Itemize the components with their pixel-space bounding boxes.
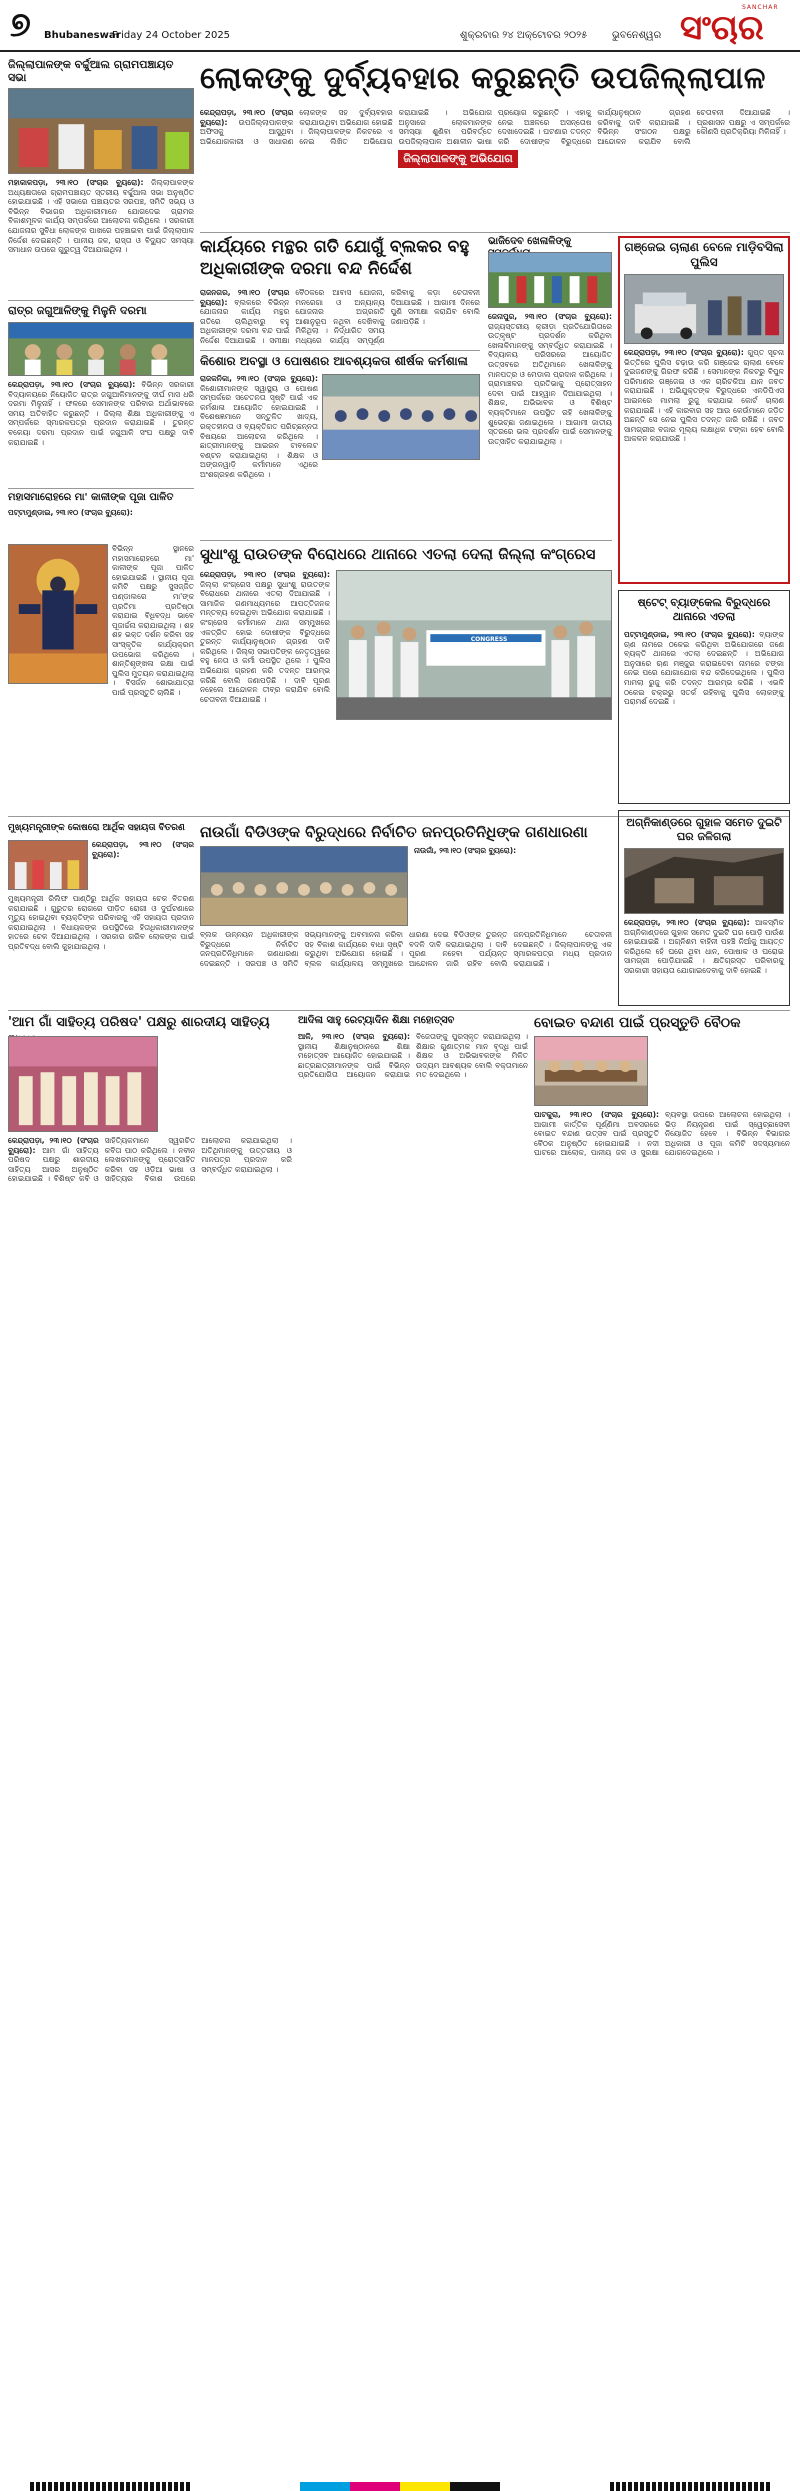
story-5-dateline: ଜେନାପୁର, ୨୩।୧୦ (ସଂଚାର ବ୍ୟୁରୋ): (488, 312, 612, 321)
story-9-body (624, 630, 784, 800)
cmyk-strip (300, 2482, 500, 2491)
story-10-text: ଆକସ୍ମିକ ଅଗ୍ନିକାଣ୍ଡରେ ଗୁହାଳ ସମେତ ଦୁଇଟି ଘର ପୋଡ଼ି ପାଉଁଶ ହୋଇଯାଇଛି । ଅଗ୍ନିଶମ ବାହିନୀ ପହଞ୍ଚି ନିଆଁକୁ ଆୟତ୍ତ କରିଥିଲେ ହେଁ ଘରେ ଥିବା ଧାନ, ପୋଷାକ ଓ ଘରୋଇ ସାମଗ୍ରୀ ପୋଡ଼ିଯାଇଛି । କ୍ଷତିଗ୍ରସ୍ତ ପରିବାରକୁ ସରକାରୀ ସହାୟତା ଯୋଗାଇଦେବାକୁ ଦାବି ହୋଇଛି । (624, 918, 784, 975)
story-5-body (488, 312, 612, 542)
story-12-headline: ନାଉଗାଁ ବିଡିଓଙ୍କ ବିରୁଦ୍ଧରେ ନିର୍ବାଚିତ ଜନପ୍ରତିନିଧିଙ୍କ ଗଣଧାରଣା (200, 823, 588, 841)
story-1-dateline: ମହାକାଳପଡ଼ା, ୨୩।୧୦ (ସଂଚାର ବ୍ୟୁରୋ): (8, 178, 144, 187)
logo-tagline: SANCHAR (742, 4, 779, 11)
page-number: ୭ (10, 5, 31, 45)
story-7-headline: ଗଞ୍ଜେଇ ଚାଲାଣ ବେଳେ ମାଡ଼ିବସିଲା ପୁଲିସ (624, 240, 784, 269)
registration-strip-left (30, 2482, 190, 2491)
story-8-body (200, 570, 330, 810)
story-5-photo (488, 252, 612, 308)
divider (8, 488, 194, 489)
masthead (0, 0, 800, 52)
edition-city-odia: ଭୁବନେଶ୍ୱର (612, 30, 662, 41)
story-13-text: ଆମ ଗାଁ ସାହିତ୍ୟ ପରିଷଦ ପକ୍ଷରୁ ଶାରଦୀୟ ସାହିତ୍ୟ ଆସର ଅନୁଷ୍ଠିତ ହୋଇଯାଇଛି । ବିଶିଷ୍ଟ କବି ଓ ସାହିତ୍ୟିକମାନେ ସ୍ୱରଚିତ କବିତା ପାଠ କରିଥିଲେ । ନବୀନ ଲେଖକମାନଙ୍କୁ ପ୍ରୋତ୍ସାହିତ କରିବା ସହ ଓଡ଼ିଆ ଭାଷା ଓ ସାହିତ୍ୟର ବିକାଶ ଉପରେ ଆଲୋଚନା କରାଯାଇଥିଲା । ଅତିଥିମାନଙ୍କୁ ଉତ୍ତରୀୟ ଓ ମାନପତ୍ର ପ୍ରଦାନ କରି ସମ୍ବର୍ଦ୍ଧିତ କରାଯାଇଥିଲା । (8, 1136, 292, 1184)
story-2-headline: ରାତ୍ର ଜଗୁଆଳିଙ୍କୁ ମିଳୁନି ଦରମା (8, 304, 147, 317)
story-4-headline: କାର୍ଯ୍ୟରେ ମନ୍ଥର ଗତି ଯୋଗୁଁ ବ୍ଲକର ବହୁ ଅଧିକାରୀଙ୍କ ଦରମା ବନ୍ଦ ନିର୍ଦ୍ଦେଶ (200, 237, 470, 279)
newspaper-logo: ସଂଚାର (680, 8, 764, 48)
story-8-headline: ସୁଧାଂଶୁ ରାଉତଙ୍କ ବିରୋଧରେ ଥାନାରେ ଏତଲା ଦେଲା ଜିଲ୍ଲା କଂଗ୍ରେସ (200, 545, 596, 563)
story-12-body-top (414, 846, 612, 926)
story-7-dateline: କେନ୍ଦ୍ରାପଡ଼ା, ୨୩।୧୦ (ସଂଚାର ବ୍ୟୁରୋ): (624, 348, 744, 357)
story-14-headline: ଆଦିଳା ସାହୁ ରେଟ୍ୟାଦିନ ଶିକ୍ଷା ମହୋତ୍ସବ (298, 1015, 455, 1026)
story-15-dateline: ପାଟକୁରା, ୨୩।୧୦ (ସଂଚାର ବ୍ୟୁରୋ): (534, 1110, 659, 1119)
story-8-dateline: କେନ୍ଦ୍ରାପଡ଼ା, ୨୩।୧୦ (ସଂଚାର ବ୍ୟୁରୋ): (200, 570, 330, 579)
story-7-photo (624, 274, 784, 344)
story-14-dateline: ଆଳି, ୨୩।୧୦ (ସଂଚାର ବ୍ୟୁରୋ): (298, 1032, 410, 1041)
story-8-body-cont (336, 724, 612, 810)
story-10-headline: ଅଗ୍ନିକାଣ୍ଡରେ ଗୁହାଳ ସମେତ ଦୁଇଟି ଘର ଜଳିଗଲା (626, 816, 782, 843)
story-6-body (200, 374, 318, 534)
story-3-dateline: ପଟ୍ଟାମୁଣ୍ଡାଇ, ୨୩।୧୦ (ସଂଚାର ବ୍ୟୁରୋ): (8, 508, 133, 517)
story-3-photo (8, 544, 108, 684)
story-13-body (8, 1136, 292, 1232)
story-3-body-top (8, 508, 194, 542)
story-15-photo (534, 1036, 648, 1106)
story-6-dateline: ରାଜକନିକା, ୨୩।୧୦ (ସଂଚାର ବ୍ୟୁରୋ): (200, 374, 318, 383)
story-11-dateline: କେନ୍ଦ୍ରାପଡ଼ା, ୨୩।୧୦ (ସଂଚାର ବ୍ୟୁରୋ): (92, 840, 194, 859)
story-1-photo (8, 88, 194, 174)
story-8-photo (336, 570, 612, 720)
story-8-banner-text: CONGRESS (470, 636, 508, 643)
story-15-headline: ବୋଇତ ବନ୍ଦାଣ ପାଇଁ ପ୍ରସ୍ତୁତି ବୈଠକ (534, 1015, 741, 1031)
story-6-headline: କିଶୋର ଅବସ୍ଥା ଓ ପୋଷଣର ଆବଶ୍ୟକତା ଶୀର୍ଷକ କର୍ମଶାଳା (200, 354, 468, 368)
story-12-dateline: ନାଉଗାଁ, ୨୩।୧୦ (ସଂଚାର ବ୍ୟୁରୋ): (414, 846, 517, 855)
story-13-headline: 'ଆମ ଗାଁ ସାହିତ୍ୟ ପରିଷଦ' ପକ୍ଷରୁ ଶାରଦୀୟ ସାହିତ୍ୟ (8, 1015, 270, 1030)
story-10-body (624, 918, 784, 1002)
story-2-body (8, 380, 194, 484)
story-4-dateline: ରାଜନଗର, ୨୩।୧୦ (ସଂଚାର ବ୍ୟୁରୋ): (200, 288, 290, 307)
edition-date-odia: ଶୁକ୍ରବାର ୨୪ ଅକ୍ଟୋବର ୨୦୨୫ (460, 30, 588, 41)
story-5-text: ରାଜ୍ୟସ୍ତରୀୟ କ୍ରୀଡ଼ା ପ୍ରତିଯୋଗିତାରେ ଉତ୍କୃଷ୍ଟ ପ୍ରଦର୍ଶନ କରିଥିବା ଖେଳାଳିମାନଙ୍କୁ ସମ୍ବର୍ଦ୍ଧିତ କରାଯାଇଛି । ବିଦ୍ୟାଳୟ ପରିସରରେ ଆୟୋଜିତ ଉତ୍ସବରେ ଅତିଥିମାନେ ଖେଳାଳିଙ୍କୁ ମାନପତ୍ର ଓ ମେଡାଲ ପ୍ରଦାନ କରିଥିଲେ । ଗ୍ରାମାଞ୍ଚଳର ପ୍ରତିଭାକୁ ପ୍ରୋତ୍ସାହନ ଦେବା ପାଇଁ ଆହ୍ୱାନ ଦିଆଯାଇଥିଲା । ଶିକ୍ଷକ, ଅଭିଭାବକ ଓ ବିଶିଷ୍ଟ ବ୍ୟକ୍ତିମାନେ ଉପସ୍ଥିତ ରହି ଖେଳାଳିଙ୍କୁ ଶୁଭେଚ୍ଛା ଜଣାଇଥିଲେ । ଆଗାମୀ ଜାତୀୟ ସ୍ତରରେ ଭଲ ପ୍ରଦର୍ଶନ ପାଇଁ ସେମାନଙ୍କୁ ଉତ୍ସାହିତ କରାଯାଇଥିଲା । (488, 321, 612, 446)
divider (200, 232, 790, 233)
story-14-text: ସ୍ଥାନୀୟ ଶିକ୍ଷାନୁଷ୍ଠାନରେ ଶିକ୍ଷା ମହୋତ୍ସବ ଆୟୋଜିତ ହୋଇଯାଇଛି । ଛାତ୍ରଛାତ୍ରୀମାନଙ୍କ ପାଇଁ ବିଭିନ୍ନ ପ୍ରତିଯୋଗିତା ଆୟୋଜନ କରାଯାଇ ବିଜେତାଙ୍କୁ ପୁରସ୍କୃତ କରାଯାଇଥିଲା । ଶିକ୍ଷାର ଗୁଣାତ୍ମକ ମାନ ବୃଦ୍ଧି ପାଇଁ ଶିକ୍ଷକ ଓ ଅଭିଭାବକଙ୍କ ମିଳିତ ଉଦ୍ୟମ ଆବଶ୍ୟକ ବୋଲି ବକ୍ତାମାନେ ମତ ଦେଇଥିଲେ । (298, 1032, 528, 1080)
story-2-dateline: କେନ୍ଦ୍ରାପଡ଼ା, ୨୩।୧୦ (ସଂଚାର ବ୍ୟୁରୋ): (8, 380, 136, 389)
story-12-photo (200, 846, 408, 926)
story-8-text: ଜିଲ୍ଲା କଂଗ୍ରେସ ପକ୍ଷରୁ ସୁଧାଂଶୁ ରାଉତଙ୍କ ବିରୋଧରେ ଥାନାରେ ଏତଲା ଦିଆଯାଇଛି । ସାମାଜିକ ଗଣମାଧ୍ୟମରେ ଆପତ୍ତିଜନକ ମନ୍ତବ୍ୟ ଦେଇଥିବା ଅଭିଯୋଗ କରାଯାଇଛି । କଂଗ୍ରେସ କର୍ମୀମାନେ ଥାନା ସମ୍ମୁଖରେ ଏକତ୍ରିତ ହୋଇ ଦୋଷୀଙ୍କ ବିରୁଦ୍ଧରେ ତୁରନ୍ତ କାର୍ଯ୍ୟାନୁଷ୍ଠାନ ଗ୍ରହଣ ଦାବି କରିଥିଲେ । ଜିଲ୍ଲା ସଭାପତିଙ୍କ ନେତୃତ୍ୱରେ ବହୁ ନେତା ଓ କର୍ମୀ ଉପସ୍ଥିତ ଥିଲେ । ପୁଲିସ ଅଭିଯୋଗ ଗ୍ରହଣ କରି ତଦନ୍ତ ଆରମ୍ଭ କରିଛି ବୋଲି ଜଣାପଡ଼ିଛି । ଦାବି ପୂରଣ ନହେଲେ ଆନ୍ଦୋଳନ ତୀବ୍ର କରାଯିବ ବୋଲି ଚେତାବନୀ ଦିଆଯାଇଛି । (200, 579, 330, 704)
story-1-body (8, 178, 194, 296)
story-11-dateline-block (92, 840, 194, 890)
story-15-text: ଆଗାମୀ କାର୍ତ୍ତିକ ପୂର୍ଣ୍ଣିମା ଅବସରରେ ବୋଇତ ବନ୍ଦାଣ ଉତ୍ସବ ପାଇଁ ପ୍ରସ୍ତୁତି ବୈଠକ ଅନୁଷ୍ଠିତ ହୋଇଯାଇଛି । ନଦୀ ଘାଟରେ ଆଲୋକ, ପାନୀୟ ଜଳ ଓ ସୁରକ୍ଷା ବ୍ୟବସ୍ଥା ଉପରେ ଆଲୋଚନା ହୋଇଥିଲା । ଭିଡ଼ ନିୟନ୍ତ୍ରଣ ପାଇଁ ସ୍ୱେଚ୍ଛାସେବୀ ନିୟୋଜିତ ହେବେ । ବିଭିନ୍ନ ବିଭାଗର ଅଧିକାରୀ ଓ ପୂଜା କମିଟି ସଦସ୍ୟମାନେ ଯୋଗଦେଇଥିଲେ । (534, 1110, 790, 1158)
story-4-text: ବ୍ଲକରେ ବିଭିନ୍ନ ଯୋଜନାର କାର୍ଯ୍ୟ ମନ୍ଥର ଗତିରେ ଚାଲିଥିବାରୁ ବହୁ ଅଧିକାରୀଙ୍କ ଦରମା ବନ୍ଦ ପାଇଁ ନିର୍ଦ୍ଦେଶ ଦିଆଯାଇଛି । ସମୀକ୍ଷା ବୈଠକରେ ଆବାସ ଯୋଜନା, ମନରେଗା ଓ ଅନ୍ୟାନ୍ୟ ଯୋଜନାର ଅଗ୍ରଗତି ଆଶାନୁରୂପ ନଥିବା ଦେଖିବାକୁ ମିଳିଥିଲା । ନିର୍ଦ୍ଧାରିତ ସମୟ ମଧ୍ୟରେ କାର୍ଯ୍ୟ ସମ୍ପୂର୍ଣ୍ଣ କରିବାକୁ କଡ଼ା ଚେତାବନୀ ଦିଆଯାଇଛି । ଆଗାମୀ ଦିନରେ ପୁଣି ସମୀକ୍ଷା କରାଯିବ ବୋଲି ଜଣାପଡ଼ିଛି । (200, 288, 480, 345)
story-10-photo (624, 848, 784, 914)
story-13-dateline: କେନ୍ଦ୍ରାପଡ଼ା, ୨୩।୧୦ (ସଂଚାର ବ୍ୟୁରୋ): (8, 1136, 99, 1155)
story-11-body: ମୁଖ୍ୟମନ୍ତ୍ରୀ ରିଲିଫ ପାଣ୍ଠିରୁ ଆର୍ଥିକ ସହାୟତା ଚେକ ବିତରଣ କରାଯାଇଛି । ଗୁରୁତର ରୋଗରେ ପୀଡ଼ିତ ରୋଗୀ ଓ ଦୁର୍ଘଟଣାରେ ମୃତ୍ୟୁ ହୋଇଥିବା ବ୍ୟକ୍ତିଙ୍କ ପରିବାରକୁ ଏହି ସହାୟତା ପ୍ରଦାନ କରାଯାଇଥିଲା । ବିଧାୟକଙ୍କ ଉପସ୍ଥିତିରେ ହିତାଧିକାରୀମାନଙ୍କ ହାତରେ ଚେକ ଦିଆଯାଇଥିଲା । ସରକାର ଗରିବ ଲୋକଙ୍କ ପାଇଁ ପ୍ରତିବଦ୍ଧ ବୋଲି କୁହାଯାଇଥିଲା । (8, 894, 194, 951)
story-9-headline: ଷ୍ଟେଟ୍ ବ୍ୟାଙ୍କେଲ ବିରୁଦ୍ଧରେ ଥାନାରେ ଏତଲା (637, 596, 771, 623)
story-7-body (624, 348, 784, 580)
divider (200, 350, 480, 351)
story-1-headline: ଜିଲ୍ଲାପାଳଙ୍କ ବର୍ଚ୍ଚୁଆଲ ଗ୍ରାମପଞ୍ଚାୟତ ସଭା (8, 58, 174, 84)
story-11-photo (8, 840, 88, 890)
story-10-dateline: କେନ୍ଦ୍ରାପଡ଼ା, ୨୩।୧୦ (ସଂଚାର ବ୍ୟୁରୋ): (624, 918, 750, 927)
registration-strip-right (610, 2482, 770, 2491)
story-2-text: ବିଭିନ୍ନ ସରକାରୀ ବିଦ୍ୟାଳୟରେ ନିୟୋଜିତ ରାତ୍ର ଜଗୁଆଳିମାନଙ୍କୁ ଦୀର୍ଘ ମାସ ଧରି ଦରମା ମିଳୁନାହିଁ । ଫଳରେ ସେମାନଙ୍କ ପରିବାର ଅର୍ଥାଭାବରେ ସମୟ ଅତିବାହିତ କରୁଛନ୍ତି । ଜିଲ୍ଲା ଶିକ୍ଷା ଅଧିକାରୀଙ୍କୁ ଏ ସମ୍ପର୍କରେ ସ୍ମାରକପତ୍ର ପ୍ରଦାନ କରାଯାଇଛି । ତୁରନ୍ତ ବକେୟା ଦରମା ପ୍ରଦାନ ପାଇଁ ଜଗୁଆଳି ସଂଘ ପକ୍ଷରୁ ଦାବି କରାଯାଇଛି । (8, 380, 194, 447)
story-3-headline: ମହାସମାରୋହରେ ମା' କାଳୀଙ୍କ ପୂଜା ପାଳିତ (8, 492, 174, 503)
story-2-photo (8, 322, 194, 376)
story-6-text: କିଶୋରୀମାନଙ୍କ ସ୍ୱାସ୍ଥ୍ୟ ଓ ପୋଷଣ ସମ୍ପର୍କରେ ସଚେତନତା ସୃଷ୍ଟି ପାଇଁ ଏକ କର୍ମଶାଳା ଆୟୋଜିତ ହୋଇଯାଇଛି । ବିଶେଷଜ୍ଞମାନେ ସନ୍ତୁଳିତ ଖାଦ୍ୟ, ରକ୍ତହୀନତା ଓ ବ୍ୟକ୍ତିଗତ ପରିଚ୍ଛନ୍ନତା ବିଷୟରେ ଆଲୋଚନା କରିଥିଲେ । ଛାତ୍ରୀମାନଙ୍କୁ ଆଇରନ ଟାବଲେଟ ବଣ୍ଟନ କରାଯାଇଥିଲା । ଶିକ୍ଷକ ଓ ଅଙ୍ଗନୱାଡ଼ି କର୍ମୀମାନେ ଏଥିରେ ଅଂଶଗ୍ରହଣ କରିଥିଲେ । (200, 383, 318, 479)
story-11-headline: ମୁଖ୍ୟମନ୍ତ୍ରୀଙ୍କ କୋଷରୋ ଆର୍ଥିକ ସହାୟତା ବିତରଣ (8, 823, 185, 833)
lead-tag: ଜିଲ୍ଲାପାଳଙ୍କୁ ଅଭିଯୋଗ (398, 150, 518, 168)
story-15-body (534, 1110, 790, 1232)
lead-headline: ଲୋକଙ୍କୁ ଦୁର୍ବ୍ୟବହାର କରୁଛନ୍ତି ଉପଜିଲ୍ଲାପାଳ (200, 61, 766, 96)
lead-body (200, 108, 790, 228)
edition-city: Bhubaneswar (44, 30, 121, 41)
edition-date: Friday 24 October 2025 (112, 30, 231, 41)
divider (200, 540, 612, 541)
story-9-text: ବ୍ୟାଙ୍କ ଋଣ ନାମରେ ଠକେଇ କରିଥିବା ଅଭିଯୋଗରେ ଜଣେ ବ୍ୟକ୍ତି ଥାନାରେ ଏତଲା ଦେଇଛନ୍ତି । ଅଭିଯୋଗ ଅନୁସାରେ ଋଣ ମଞ୍ଜୁର କରାଇଦେବା ନାମରେ ଟଙ୍କା ନେଇ ପରେ ଯୋଗାଯୋଗ ବନ୍ଦ କରିଦେଇଥିଲେ । ପୁଲିସ ମାମଲା ରୁଜୁ କରି ତଦନ୍ତ ଆରମ୍ଭ କରିଛି । ଏଭଳି ଠକେଇ ଚକ୍ରରୁ ସତର୍କ ରହିବାକୁ ପୁଲିସ ଲୋକଙ୍କୁ ପରାମର୍ଶ ଦେଇଛି । (624, 630, 784, 707)
story-9-dateline: ପଟ୍ଟାମୁଣ୍ଡାଇ, ୨୩।୧୦ (ସଂଚାର ବ୍ୟୁରୋ): (624, 630, 755, 639)
story-7-text: ଗୁପ୍ତ ସୂଚନା ଭିତ୍ତିରେ ପୁଲିସ ଚଢ଼ାଉ କରି ଗଞ୍ଜେଇ ଚାଲାଣ ବେଳେ ଦୁଇଜଣଙ୍କୁ ଗିରଫ କରିଛି । ସେମାନଙ୍କ ନିକଟରୁ ବିପୁଳ ପରିମାଣର ଗଞ୍ଜେଇ ଓ ଏକ ଚାରିଚକିଆ ଯାନ ଜବତ କରାଯାଇଛି । ଅଭିଯୁକ୍ତଙ୍କ ବିରୁଦ୍ଧରେ ଏନଡିପିଏସ ଆଇନରେ ମାମଲା ରୁଜୁ କରାଯାଇ କୋର୍ଟ ଚାଲାଣ କରାଯାଇଛି । ଏହି କାରବାର ସହ ଆଉ କେଉଁମାନେ ଜଡ଼ିତ ଅଛନ୍ତି ସେ ନେଇ ପୁଲିସ ତଦନ୍ତ ଜାରି ରଖିଛି । ଜବତ ସାମଗ୍ରୀର ବଜାର ମୂଲ୍ୟ ଲକ୍ଷାଧିକ ଟଙ୍କା ହେବ ବୋଲି ଆକଳନ କରାଯାଉଛି । (624, 348, 785, 444)
story-12-body: ବ୍ଲକ ଉନ୍ନୟନ ଅଧିକାରୀଙ୍କ ବିରୁଦ୍ଧରେ ନିର୍ବାଚିତ ଜନପ୍ରତିନିଧିମାନେ ଗଣଧାରଣା ଦେଇଛନ୍ତି । ସରପଞ୍ଚ ଓ ସମିତି ସଭ୍ୟମାନଙ୍କୁ ଅବମାନନା କରିବା ସହ ବିକାଶ କାର୍ଯ୍ୟରେ ବାଧା ସୃଷ୍ଟି କରୁଥିବା ଅଭିଯୋଗ ହୋଇଛି । ବ୍ଲକ କାର୍ଯ୍ୟାଳୟ ସମ୍ମୁଖରେ ଧାରଣା ଦେଇ ବିଡିଓଙ୍କ ତୁରନ୍ତ ବଦଳି ଦାବି କରାଯାଇଥିଲା । ଦାବି ପୂରଣ ନହେବା ପର୍ଯ୍ୟନ୍ତ ଆନ୍ଦୋଳନ ଜାରି ରହିବ ବୋଲି ଜନପ୍ରତିନିଧିମାନେ ଚେତାବନୀ ଦେଇଛନ୍ତି । ଜିଲ୍ଲାପାଳଙ୍କୁ ଏକ ସ୍ମାରକପତ୍ର ମଧ୍ୟ ପ୍ରଦାନ କରାଯାଇଛି । (200, 930, 612, 968)
print-registration-bar (0, 1238, 800, 1259)
lead-text: ଉପଜିଲ୍ଲାପାଳଙ୍କ ଅଫିସକୁ ଆସୁଥିବା ଅଭିଯୋଗକାରୀ ଓ ସାଧାରଣ ଲୋକଙ୍କ ସହ ଦୁର୍ବ୍ୟବହାର କରାଯାଉଥିବା ଅଭିଯୋଗ ହୋଇଛି । ଜିଲ୍ଲାପାଳଙ୍କ ନିକଟରେ ଏ ନେଇ ଲିଖିତ ଅଭିଯୋଗ କରାଯାଇଛି । ଅଭିଯୋଗ ଅନୁସାରେ ଲୋକମାନଙ୍କ ସମସ୍ୟା ଶୁଣିବା ପରିବର୍ତ୍ତେ ଉପଜିଲ୍ଲାପାଳ ଅଶାଳୀନ ଭାଷା ପ୍ରୟୋଗ କରୁଛନ୍ତି । ଏହାକୁ ନେଇ ଅଞ୍ଚଳରେ ଅସନ୍ତୋଷ ଦେଖାଦେଇଛି । ଘଟଣାର ତଦନ୍ତ କରି ଦୋଷୀଙ୍କ ବିରୁଦ୍ଧରେ କାର୍ଯ୍ୟାନୁଷ୍ଠାନ ଗ୍ରହଣ କରିବାକୁ ଦାବି କରାଯାଇଛି । ବିଭିନ୍ନ ସଂଗଠନ ପକ୍ଷରୁ ଆନ୍ଦୋଳନ କରାଯିବ ବୋଲି ଚେତାବନୀ ଦିଆଯାଇଛି । ପ୍ରଶାସନ ପକ୍ଷରୁ ଏ ସମ୍ପର୍କରେ କୌଣସି ପ୍ରତିକ୍ରିୟା ମିଳିନାହିଁ । (200, 108, 790, 146)
story-4-body (200, 288, 480, 346)
story-3-body: ବିଭିନ୍ନ ସ୍ଥାନରେ ମହାସମାରୋହରେ ମା' କାଳୀଙ୍କ ପୂଜା ପାଳିତ ହୋଇଯାଇଛି । ସ୍ଥାନୀୟ ପୂଜା କମିଟି ପକ୍ଷରୁ ସୁସଜ୍ଜିତ ପଣ୍ଡାଲରେ ମା'ଙ୍କ ପ୍ରତିମା ପ୍ରତିଷ୍ଠା କରାଯାଇ ବିଧିବଦ୍ଧ ଭାବେ ପୂଜାର୍ଚ୍ଚନା କରାଯାଇଥିଲା । ଶହ ଶହ ଭକ୍ତ ଦର୍ଶନ କରିବା ସହ ସାଂସ୍କୃତିକ କାର୍ଯ୍ୟକ୍ରମ ଉପଭୋଗ କରିଥିଲେ । ଶାନ୍ତିଶୃଙ୍ଖଳା ରକ୍ଷା ପାଇଁ ପୁଲିସ ମୁତୟନ କରାଯାଇଥିଲା । ବିସର୍ଜନ ଶୋଭାଯାତ୍ରା ପାଇଁ ପ୍ରସ୍ତୁତି ଚାଲିଛି । (112, 544, 194, 697)
story-1-text: ଜିଲ୍ଲାପାଳଙ୍କ ଅଧ୍ୟକ୍ଷତାରେ ଗ୍ରାମପଞ୍ଚାୟତ ସ୍ତରୀୟ ବର୍ଚ୍ଚୁଆଲ ସଭା ଅନୁଷ୍ଠିତ ହୋଇଯାଇଛି । ଏହି ସଭାରେ ପଞ୍ଚାୟତର ସରପଞ୍ଚ, ସମିତି ସଭ୍ୟ ଓ ବିଭିନ୍ନ ବିଭାଗର ଅଧିକାରୀମାନେ ଯୋଗଦେଇ ଗ୍ରାମର ବିକାଶମୂଳକ କାର୍ଯ୍ୟ ସମ୍ପର୍କରେ ଆଲୋଚନା କରିଥିଲେ । ସରକାରୀ ଯୋଜନାର ସୁବିଧା ଲୋକଙ୍କ ପାଖରେ ପହଞ୍ଚାଇବା ପାଇଁ ଜିଲ୍ଲାପାଳ ନିର୍ଦ୍ଦେଶ ଦେଇଛନ୍ତି । ପାନୀୟ ଜଳ, ରାସ୍ତା ଓ ବିଦ୍ୟୁତ ସମସ୍ୟା ସମାଧାନ ଉପରେ ଗୁରୁତ୍ୱ ଦିଆଯାଇଥିଲା । (8, 178, 194, 255)
story-13-photo (8, 1036, 158, 1132)
divider (8, 300, 194, 301)
divider (8, 1010, 790, 1011)
story-6-photo (322, 374, 480, 460)
lead-dateline: କେନ୍ଦ୍ରାପଡ଼ା, ୨୩।୧୦ (ସଂଚାର ବ୍ୟୁରୋ): (200, 108, 294, 127)
story-6-body-cont (322, 464, 480, 534)
story-5-headline: ଭାଜିଦେବ ଖେଳାଳିଙ୍କୁ (488, 236, 572, 247)
story-14-body (298, 1032, 528, 1232)
story-13-body-top (164, 1036, 292, 1132)
